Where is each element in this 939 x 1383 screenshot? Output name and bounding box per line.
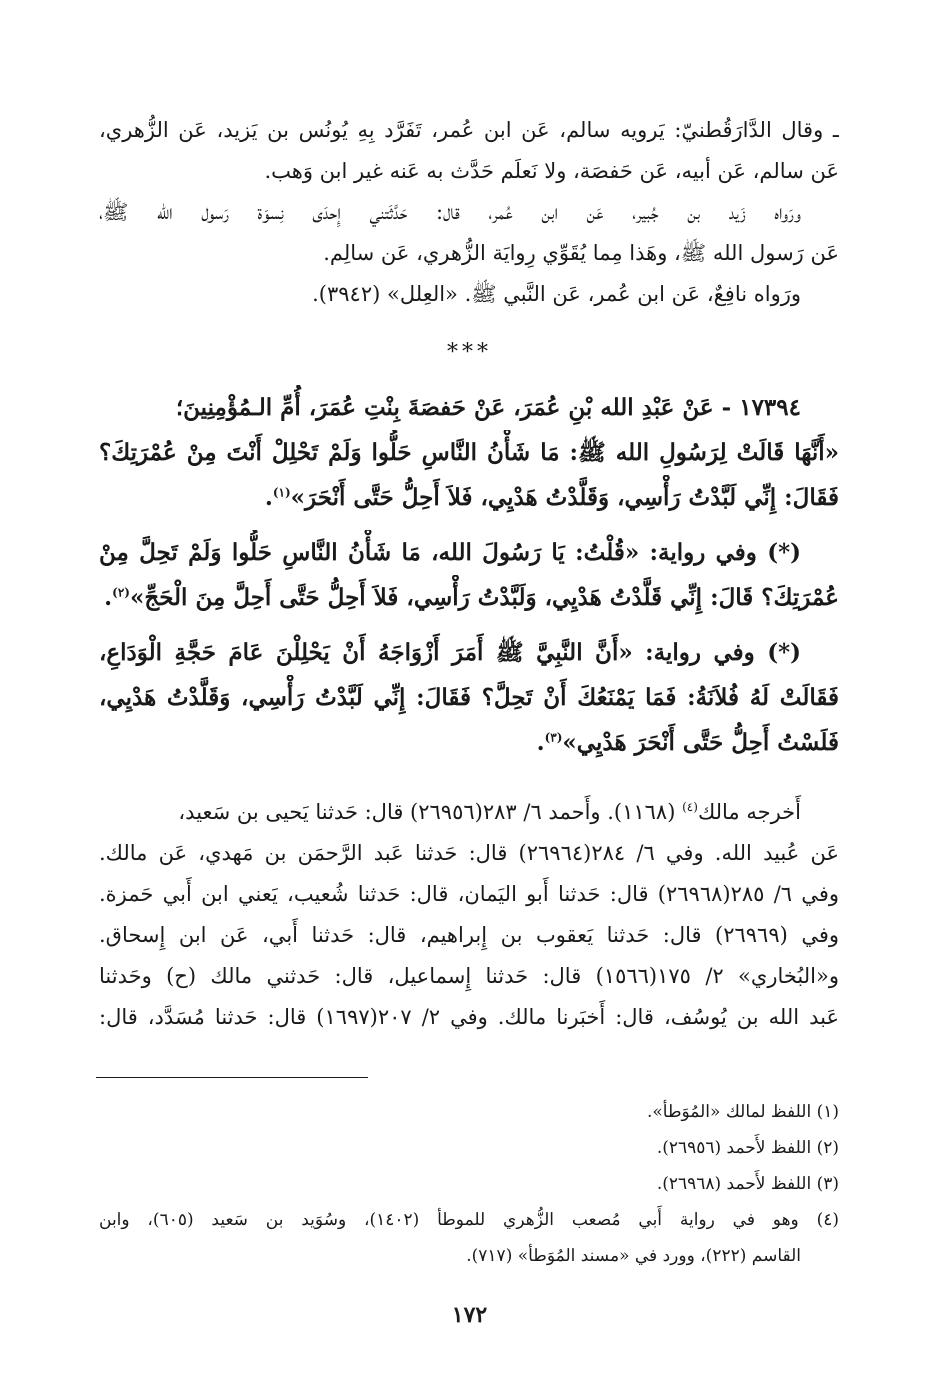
section-separator: *** (447, 340, 492, 365)
text-line: عَبد الله بن يُوسُف، قال: أَخبَرنا مالك. وفي ٢/ ٢٠٧(١٦٩٧) قال: حَدثنا مُسَدَّد، قال: (99, 1005, 839, 1029)
text-line: ورَواه نافِعٌ، عَن ابن عُمر، عَن النَّبي ﷺ. «العِلل» (٣٩٤٢). (312, 282, 801, 306)
text-line: فَقَالَ: إِنِّي لَبَّدْتُ رَأْسِي، وَقَلَّدْتُ هَدْيِي، فَلاَ أَحِلُّ حَتَّى أَنْحَرَ»$^{(١)}$. (264, 484, 839, 511)
footnote: (٤) وهو في رواية أَبي مُصعب الزُّهري للموطأ (١٤٠٢)، وسُوَيد بن سَعيد (٦٠٥)، وابن (99, 1210, 839, 1230)
text-line: وفي (٢٦٩٦٩) قال: حَدثنا يَعقوب بن إِبراهيم، قال: حَدثنا أَبي، عَن ابن إِسحاق. (99, 923, 839, 947)
hadith-heading: ١٧٣٩٤ - عَنْ عَبْدِ الله بْنِ عُمَرَ، عَنْ حَفصَةَ بِنْتِ عُمَرَ، أُمِّ الـمُؤْمِنِينَ؛ (175, 394, 801, 421)
footnote-divider (96, 1077, 368, 1078)
footnote: (٣) اللفظ لأَحمد (٢٦٩٦٨). (656, 1174, 839, 1194)
footnote: (٢) اللفظ لأَحمد (٢٦٩٥٦). (656, 1138, 839, 1158)
footnote-marker: (٢) (112, 585, 130, 600)
text-segment: فَلَسْتُ أَحِلُّ حَتَّى أَنْحَرَ هَدْيِي» (562, 729, 839, 756)
text-line: فَقَالَتْ لَهُ فُلاَنَةُ: فَمَا يَمْنَعُكَ أَنْ تَحِلَّ؟ فَقَالَ: إِنِّي لَبَّدْتُ رَأْسِي، وَقَلَّدْتُ هَدْيِي، (99, 684, 839, 711)
text-line: فَلَسْتُ أَحِلُّ حَتَّى أَنْحَرَ هَدْيِي»$^{(٣)}$. (536, 729, 839, 756)
text-line: عَن عُبيد الله. وفي ٦/ ٢٨٤(٢٦٩٦٤) قال: حَدثنا عَبد الرَّحمَن بن مَهدي، عَن مالك. (99, 841, 839, 865)
footnote-marker: (٣) (544, 730, 563, 745)
variant-line: (*) وفي رواية: «قُلْتُ: يَا رَسُولَ الله، مَا شَأْنُ النَّاسِ حَلُّوا وَلَمْ تَحِلَّ مِنْ (99, 539, 801, 566)
text-line (99, 792, 839, 833)
variant-line: (*) وفي رواية: «أَنَّ النَّبِيَّ ﷺ أَمَرَ أَزْوَاجَهُ أَنْ يَحْلِلْنَ عَامَ حَجَّةِ الْوَدَاعِ، (99, 639, 801, 666)
text-line: وفي ٦/ ٢٨٥(٢٦٩٦٨) قال: حَدثنا أَبو اليَمان، قال: حَدثنا شُعيب، يَعني ابن أَبي حَمزة. (99, 882, 839, 906)
text-line: عَن سالم، عَن أبيه، عَن حَفصَة، ولا نَعلَم حَدَّث به عَنه غير ابن وَهب. (264, 159, 839, 183)
text-segment: فَقَالَ: إِنِّي لَبَّدْتُ رَأْسِي، وَقَلَّدْتُ هَدْيِي، فَلاَ أَحِلُّ حَتَّى أَنْحَرَ» (290, 484, 839, 511)
footnote-continuation: القاسم (٢٢٢)، وورد في «مسند المُوَطأ» (٧١٧). (466, 1246, 801, 1266)
text-segment: (١١٦٨). وأَحمد ٦/ ٢٨٣(٢٦٩٥٦) قال: حَدثنا يَحيى بن سَعيد، (178, 800, 676, 824)
takhrij-section (99, 792, 839, 1038)
text-segment: عُمْرَتِكَ؟ قَالَ: إِنِّي قَلَّدْتُ هَدْيِي، وَلَبَّدْتُ رَأْسِي، فَلاَ أَحِلُّ حَتَّى أَحِلَّ مِنَ الْحَجِّ» (129, 584, 839, 611)
hadith-text (99, 385, 839, 765)
text-line: عَن رَسول الله ﷺ، وهَذا مِما يُقَوِّي رِوايَة الزُّهري، عَن سالِم. (323, 241, 839, 265)
text-line: و«البُخاري» ٢/ ١٧٥(١٥٦٦) قال: حَدثنا إِسماعيل، قال: حَدثني مالك (ح) وحَدثنا (99, 964, 839, 988)
intro-commentary (99, 110, 839, 315)
text-segment: أَخرجه مالك (697, 800, 801, 824)
footnotes (99, 1094, 839, 1274)
page-number: ١٧٢ (451, 1302, 488, 1328)
text-line: عُمْرَتِكَ؟ قَالَ: إِنِّي قَلَّدْتُ هَدْيِي، وَلَبَّدْتُ رَأْسِي، فَلاَ أَحِلُّ حَتَّى أَحِلَّ مِنَ الْحَجِّ»$^{(٢)}$. (104, 584, 839, 611)
footnote: (١) اللفظ لمالك «المُوَطأ». (646, 1102, 839, 1122)
text-line: «أَنَّهَا قَالَتْ لِرَسُولِ الله ﷺ: مَا شَأْنُ النَّاسِ حَلُّوا وَلَمْ تَحْلِلْ أَنْتَ مِنْ عُمْرَتِكَ؟ (99, 439, 839, 466)
text-line: ورَواه زَيد بن جُبير، عَن ابن عُمر، قال: حَدَّثَتني إِحدَى نِسوَة رَسول الله ﷺ، (99, 200, 801, 224)
text-line: ـ وقال الدَّارَقُطنيّ: يَرويه سالم، عَن ابن عُمر، تَفَرَّد بِهِ يُونُس بن يَزيد، عَن الزُّهري، (99, 118, 839, 142)
footnote-marker: (١) (272, 485, 291, 500)
footnote-marker: (٤) (682, 800, 698, 814)
